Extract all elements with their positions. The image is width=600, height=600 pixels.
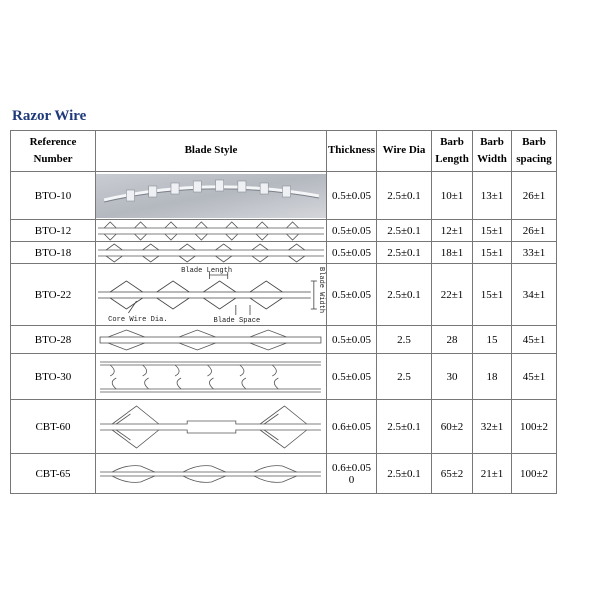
wire-dia-cell: 2.5±0.1 [377,172,432,220]
barb-spacing-cell: 26±1 [512,220,557,242]
blade-style-image [96,400,327,454]
barb-width-cell: 15±1 [473,242,512,264]
header-reference-number: Reference Number [11,131,96,172]
blade-space-label: Blade Space [213,316,261,325]
barb-spacing-cell: 26±1 [512,172,557,220]
reference-cell: CBT-65 [11,454,96,494]
table-row [11,326,557,354]
barb-width-cell: 21±1 [473,454,512,494]
barb-width-cell: 13±1 [473,172,512,220]
barb-width-cell: 15±1 [473,220,512,242]
wire-dia-cell: 2.5±0.1 [377,400,432,454]
blade-style-image [96,242,327,264]
thickness-cell: 0.5±0.05 [327,264,377,326]
barb-length-cell: 28 [432,326,473,354]
wire-dia-cell: 2.5±0.1 [377,242,432,264]
thickness-cell: 0.5±0.05 [327,354,377,400]
barb-width-cell: 32±1 [473,400,512,454]
table-row [11,264,557,326]
thickness-cell: 0.5±0.05 [327,326,377,354]
barb-spacing-cell: 34±1 [512,264,557,326]
table-row [11,242,557,264]
header-row [11,131,557,172]
thickness-cell: 0.5±0.05 [327,172,377,220]
blade-width-label: Blade Width [316,266,325,313]
barb-length-cell: 60±2 [432,400,473,454]
blade-style-image [96,172,327,220]
table-row [11,220,557,242]
blade-style-image [96,354,327,400]
barb-length-cell: 30 [432,354,473,400]
reference-cell: BTO-18 [11,242,96,264]
reference-cell: CBT-60 [11,400,96,454]
cbt-65-blade-drawing [96,456,326,492]
table-row [11,400,557,454]
wire-dia-cell: 2.5 [377,354,432,400]
barb-width-cell: 18 [473,354,512,400]
barb-length-cell: 12±1 [432,220,473,242]
thickness-cell: 0.6±0.05 [327,400,377,454]
table-row [11,454,557,494]
header-barb-spacing: Barb spacing [512,131,557,172]
thickness-cell: 0.5±0.05 [327,220,377,242]
barb-spacing-cell: 100±2 [512,454,557,494]
barb-length-cell: 65±2 [432,454,473,494]
bto-30-blade-drawing [96,356,326,398]
bto-12-blade-drawing [96,221,326,241]
barb-spacing-cell: 45±1 [512,354,557,400]
reference-cell: BTO-22 [11,264,96,326]
header-wire-dia: Wire Dia [377,131,432,172]
barb-length-cell: 10±1 [432,172,473,220]
barb-length-cell: 22±1 [432,264,473,326]
razor-wire-spec-table [10,130,557,494]
page-title: Razor Wire [12,108,87,124]
header-blade-style: Blade Style [96,131,327,172]
bto-18-blade-drawing [96,243,326,263]
bto-10-photo [96,174,326,218]
blade-style-image [96,326,327,354]
barb-width-cell: 15 [473,326,512,354]
blade-length-label: Blade Length [181,266,233,275]
table-row [11,172,557,220]
wire-dia-cell: 2.5±0.1 [377,220,432,242]
blade-style-image [96,454,327,494]
barb-spacing-cell: 100±2 [512,400,557,454]
wire-dia-cell: 2.5 [377,326,432,354]
blade-style-image [96,220,327,242]
reference-cell: BTO-28 [11,326,96,354]
reference-cell: BTO-12 [11,220,96,242]
core-wire-dia-label: Core Wire Dia. [108,315,168,324]
bto-28-blade-drawing [96,328,326,352]
header-barb-length: Barb Length [432,131,473,172]
header-thickness: Thickness [327,131,377,172]
barb-width-cell: 15±1 [473,264,512,326]
thickness-cell: 0.5±0.05 [327,242,377,264]
reference-cell: BTO-30 [11,354,96,400]
bto-22-dimension-diagram [96,265,326,325]
reference-cell: BTO-10 [11,172,96,220]
barb-length-cell: 18±1 [432,242,473,264]
wire-dia-cell: 2.5±0.1 [377,264,432,326]
cbt-60-blade-drawing [96,402,326,452]
wire-dia-cell: 2.5±0.1 [377,454,432,494]
thickness-cell: 0.6±0.05 0 [327,454,377,494]
header-barb-width: Barb Width [473,131,512,172]
barb-spacing-cell: 45±1 [512,326,557,354]
table-row [11,354,557,400]
blade-style-image [96,264,327,326]
barb-spacing-cell: 33±1 [512,242,557,264]
